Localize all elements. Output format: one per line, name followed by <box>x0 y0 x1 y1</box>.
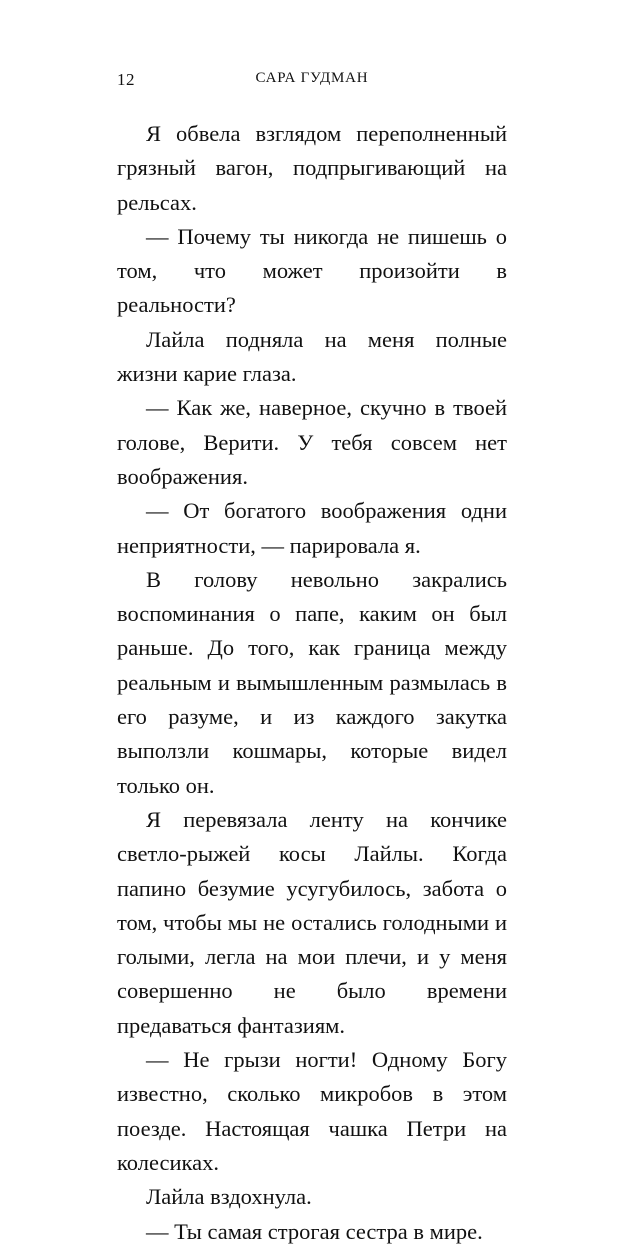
paragraph-9: Лайла вздохнула. <box>146 1184 312 1210</box>
body-text <box>117 117 507 1249</box>
paragraph-8-dialogue: — Не грызи ногти! Одному Богу известно, сколько микробов в этом поезде. Настоящая чашка Петри на колесиках. <box>117 1047 507 1175</box>
page-number: 12 <box>117 70 135 89</box>
paragraph-6: В голову невольно закрались воспоминания о папе, каким он был раньше. До того, как граница между реальным и вымышленным размылась в его разуме, и из каждого закутка выползли кошмары, которые видел только он. <box>117 566 507 798</box>
page-header <box>117 70 507 94</box>
running-title-author: САРА ГУДМАН <box>255 70 369 86</box>
paragraph-3: Лайла подняла на меня полные жизни карие глаза. <box>117 326 507 387</box>
paragraph-4-dialogue: — Как же, наверное, скучно в твоей голове, Верити. У тебя совсем нет воображения. <box>117 395 507 489</box>
paragraph-1: Я обвела взглядом переполненный грязный вагон, подпрыгивающий на рельсах. <box>117 121 507 215</box>
paragraph-2-dialogue: — Почему ты никогда не пишешь о том, что может произойти в реальности? <box>117 223 507 318</box>
paragraph-7: Я перевязала ленту на кончике светло-рыжей косы Лайлы. Когда папино безумие усугубилось, забота о том, чтобы мы не остались голодными и голыми, легла на мои плечи, и у меня совершенно не было времени предаваться фантазиям. <box>117 806 507 1038</box>
paragraph-10-dialogue: — Ты самая строгая сестра в мире. <box>146 1218 483 1244</box>
paragraph-5-dialogue: — От богатого воображения одни неприятности, — парировала я. <box>117 498 507 558</box>
